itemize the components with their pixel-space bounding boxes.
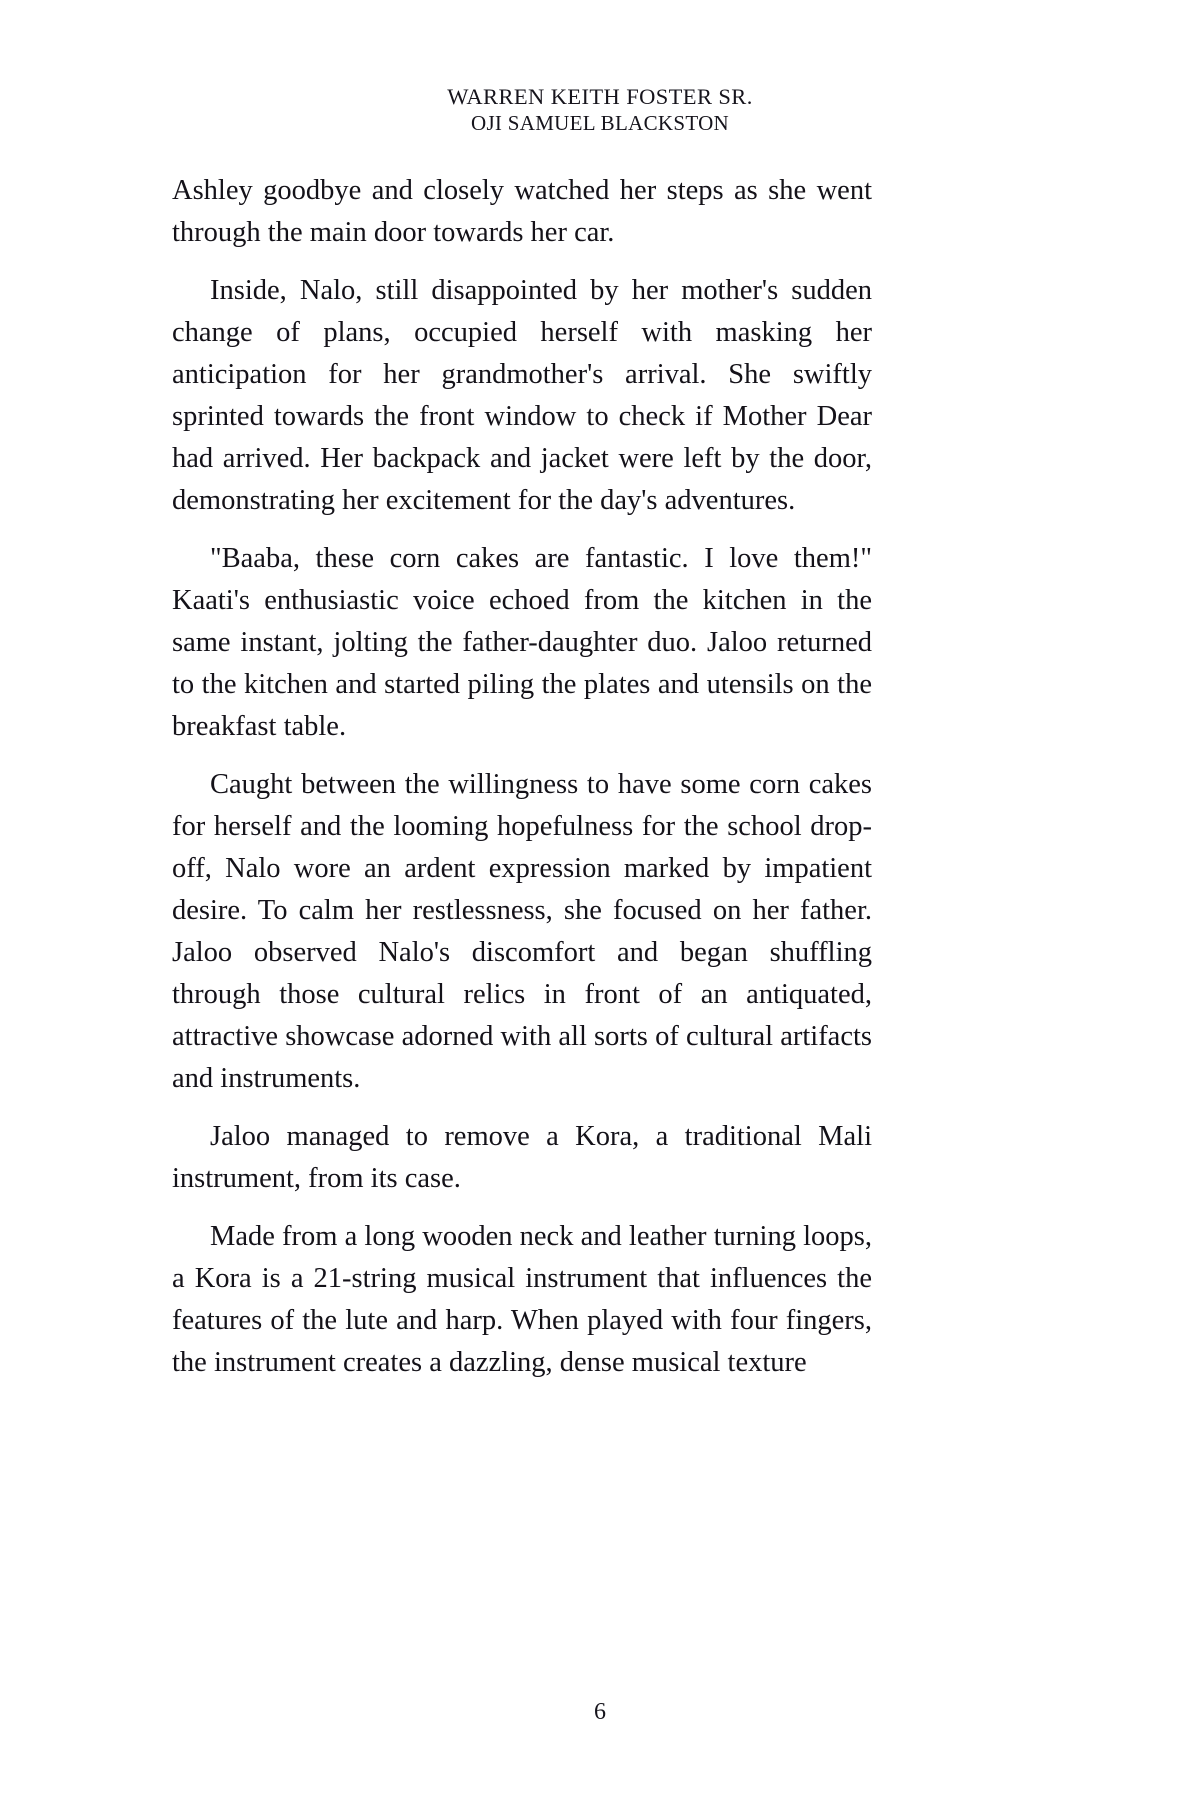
paragraph-1: Ashley goodbye and closely watched her steps as she went through the main door towards her car.	[172, 175, 872, 248]
running-head-author: WARREN KEITH FOSTER SR.	[447, 84, 753, 109]
running-head-coauthor: OJI SAMUEL BLACKSTON	[470, 111, 730, 135]
body-text-column	[172, 170, 872, 1384]
paragraph-5: Jaloo managed to remove a Kora, a traditional Mali instrument, from its case.	[172, 1121, 872, 1194]
paragraph-6: Made from a long wooden neck and leather turning loops, a Kora is a 21-string musical instrument that influences the features of the lute and harp. When played with four fingers, the instrument creates a dazzling, dense musical texture	[172, 1221, 872, 1378]
paragraph-3: "Baaba, these corn cakes are fantastic. I love them!" Kaati's enthusiastic voice echoed from the kitchen in the same instant, jolting the father-daughter duo. Jaloo returned to the kitchen and started piling the plates and utensils on the breakfast table.	[172, 543, 872, 742]
paragraph-4: Caught between the willingness to have some corn cakes for herself and the looming hopefulness for the school drop-off, Nalo wore an ardent expression marked by impatient desire. To calm her restlessness, she focused on her father. Jaloo observed Nalo's discomfort and began shuffling through those cultural relics in front of an antiquated, attractive showcase adorned with all sorts of cultural artifacts and instruments.	[172, 769, 872, 1094]
paragraph-2: Inside, Nalo, still disappointed by her mother's sudden change of plans, occupied herself with masking her anticipation for her grandmother's arrival. She swiftly sprinted towards the front window to check if Mother Dear had arrived. Her backpack and jacket were left by the door, demonstrating her excitement for the day's adventures.	[172, 275, 872, 516]
page-number: 6	[594, 1699, 606, 1725]
running-head	[0, 84, 1200, 136]
